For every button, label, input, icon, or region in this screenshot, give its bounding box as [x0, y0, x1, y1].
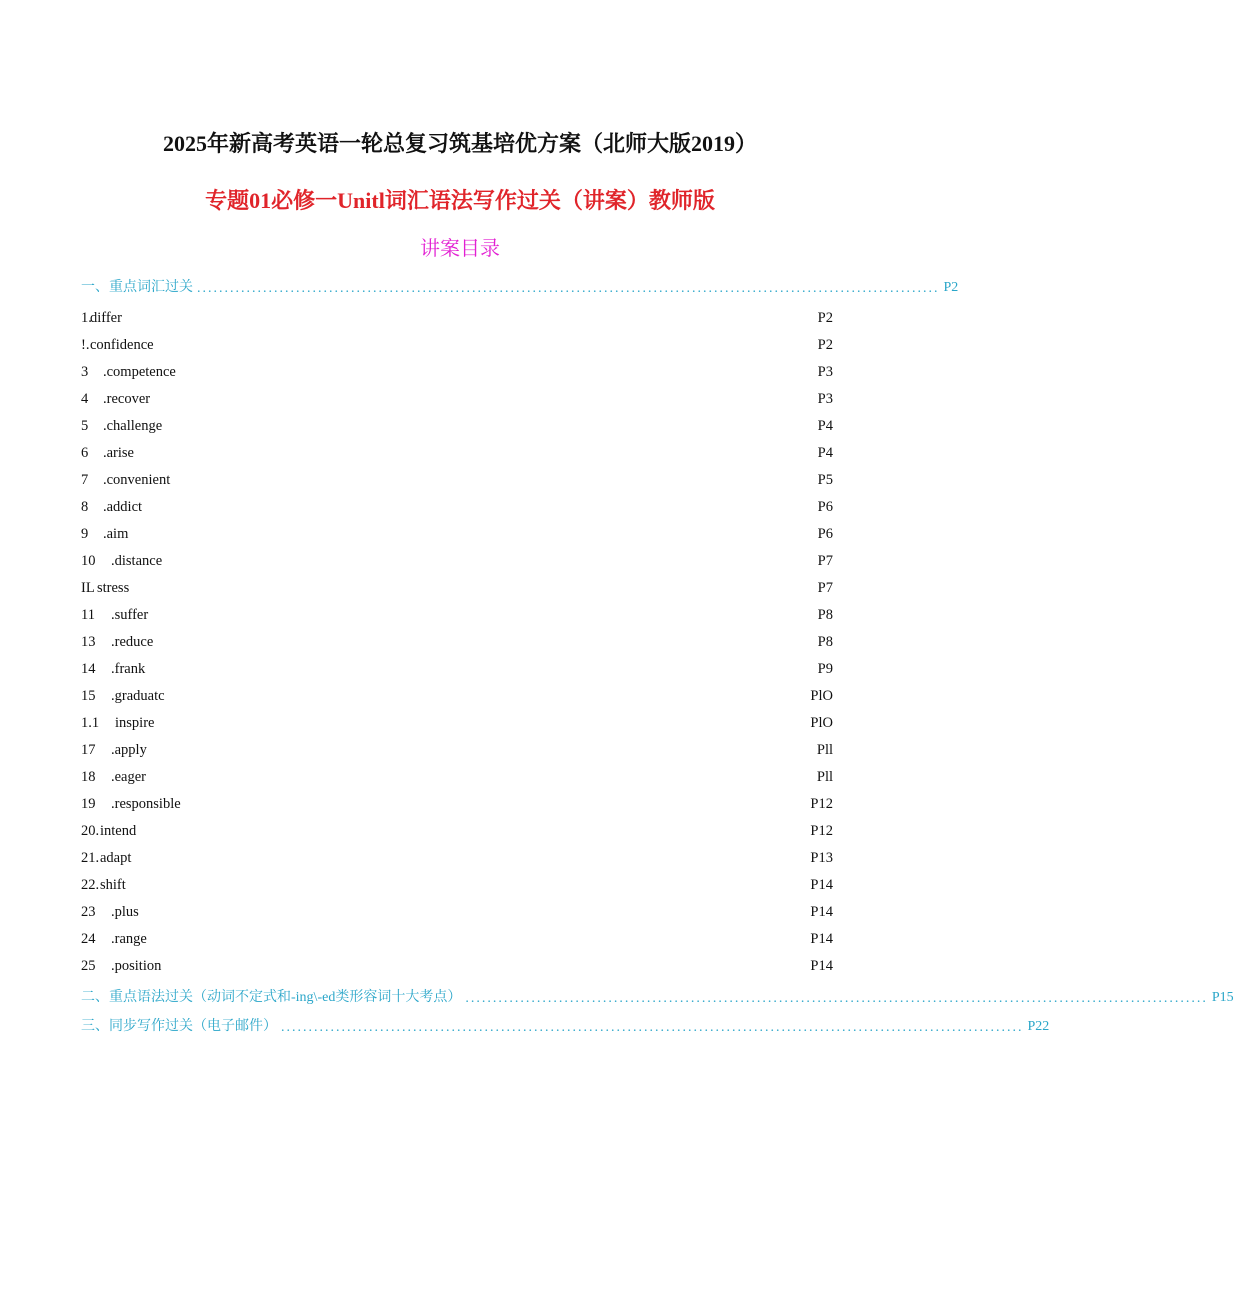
entry-word: stress	[97, 580, 130, 596]
document-subtitle: 专题01必修一Unitl词汇语法写作过关（讲案）教师版	[205, 188, 715, 213]
entry-word: .convenient	[103, 472, 171, 488]
entry-word: .frank	[111, 661, 146, 677]
section-label: 二、重点语法过关（动词不定式和-ing\-ed类形容词十大考点）	[81, 990, 462, 1005]
entry-page: P8	[817, 634, 833, 650]
entry-page: P14	[810, 931, 833, 947]
entry-word: .graduatc	[111, 688, 165, 704]
toc-entry[interactable]	[81, 580, 833, 600]
toc-entry[interactable]	[81, 337, 833, 357]
toc-entry[interactable]	[81, 391, 833, 411]
toc-entry[interactable]	[81, 877, 833, 897]
entry-number: !.	[81, 337, 90, 353]
entry-page: P12	[810, 823, 833, 839]
entry-word: intend	[100, 823, 137, 839]
entry-number: 11	[81, 607, 95, 623]
toc-heading: 讲案目录	[420, 236, 500, 260]
dot-leader: .......................................................................................................................................	[281, 1020, 1024, 1035]
entry-number: 3	[81, 364, 89, 380]
toc-entry[interactable]	[81, 796, 833, 816]
entry-number: 17	[81, 742, 96, 758]
dot-leader: .......................................................................................................................................	[197, 281, 940, 296]
entry-word: .arise	[103, 445, 134, 461]
entry-number: 5	[81, 418, 89, 434]
entry-word: shift	[100, 877, 126, 893]
entry-word: .position	[111, 958, 162, 974]
toc-entry[interactable]	[81, 904, 833, 924]
entry-page: P2	[817, 337, 833, 353]
entry-page: P4	[817, 418, 833, 434]
entry-page: P7	[817, 580, 833, 596]
entry-number: 22.	[81, 877, 100, 893]
entry-word: .recover	[103, 391, 151, 407]
entry-page: P9	[817, 661, 833, 677]
toc-entry[interactable]	[81, 607, 833, 627]
toc-entry[interactable]	[81, 958, 833, 978]
entry-number: 15	[81, 688, 96, 704]
entry-page: PlO	[810, 715, 833, 731]
entry-number: 1.1	[81, 715, 100, 731]
document-title: 2025年新高考英语一轮总复习筑基培优方案（北师大版2019）	[162, 131, 757, 156]
entry-number: 8	[81, 499, 89, 515]
entry-number: IL	[81, 580, 95, 596]
dot-leader: .......................................................................................................................................	[465, 991, 1208, 1006]
entry-page: P14	[810, 904, 833, 920]
entry-page: P6	[817, 499, 833, 515]
entry-page: P12	[810, 796, 833, 812]
toc-entry[interactable]	[81, 418, 833, 438]
entry-word: .suffer	[111, 607, 149, 623]
entry-page: P7	[817, 553, 833, 569]
toc-entry[interactable]	[81, 499, 833, 519]
entry-word: .eager	[111, 769, 147, 785]
entry-page: P3	[817, 364, 833, 380]
entry-page: P14	[810, 958, 833, 974]
entry-number: 6	[81, 445, 89, 461]
entry-word: .apply	[111, 742, 147, 758]
entry-page: Pll	[816, 742, 833, 758]
section-label: 三、同步写作过关（电子邮件）	[81, 1019, 277, 1034]
toc-entry[interactable]	[81, 742, 833, 762]
toc-entry[interactable]	[81, 445, 833, 465]
entry-number: 21.	[81, 850, 100, 866]
section-page: P22	[1027, 1019, 1050, 1034]
entry-number: 13	[81, 634, 96, 650]
entry-page: PlO	[810, 688, 833, 704]
entry-page: P2	[817, 310, 833, 326]
entry-number: 20.	[81, 823, 100, 839]
entry-word: .responsible	[111, 796, 181, 812]
entry-number: 24	[81, 931, 96, 947]
section-page: P2	[943, 280, 959, 295]
entry-word: inspire	[115, 715, 155, 731]
entry-number: 25	[81, 958, 96, 974]
entry-word: .reduce	[111, 634, 154, 650]
toc-entry[interactable]	[81, 931, 833, 951]
toc-entry[interactable]	[81, 661, 833, 681]
entry-page: P8	[817, 607, 833, 623]
entry-number: 4	[81, 391, 89, 407]
entry-word: adapt	[100, 850, 132, 866]
entry-number: 23	[81, 904, 96, 920]
entry-number: 1.	[81, 310, 92, 326]
entry-number: 7	[81, 472, 89, 488]
entry-word: .addict	[103, 499, 143, 515]
toc-section-vocabulary[interactable]	[81, 276, 959, 296]
toc-entry[interactable]	[81, 553, 833, 573]
entry-page: P13	[810, 850, 833, 866]
entry-number: 9	[81, 526, 89, 542]
entry-number: 19	[81, 796, 96, 812]
toc-entry[interactable]	[81, 823, 833, 843]
toc-entry[interactable]	[81, 769, 833, 789]
toc-entry[interactable]	[81, 526, 833, 546]
entry-number: 10	[81, 553, 96, 569]
toc-section-writing[interactable]	[81, 1015, 1050, 1035]
entry-word: .challenge	[103, 418, 163, 434]
toc-entry[interactable]	[81, 364, 833, 384]
entry-page: P5	[817, 472, 833, 488]
toc-entry[interactable]	[81, 688, 833, 708]
entry-page: P3	[817, 391, 833, 407]
toc-entry[interactable]	[81, 310, 833, 330]
entry-word: .competence	[103, 364, 176, 380]
entry-page: Pll	[816, 769, 833, 785]
toc-section-grammar[interactable]	[81, 986, 1234, 1006]
entry-word: confidence	[90, 337, 154, 353]
toc-entry[interactable]	[81, 634, 833, 654]
toc-entry[interactable]	[81, 850, 833, 870]
entry-page: P6	[817, 526, 833, 542]
entry-number: 18	[81, 769, 96, 785]
entry-word: .plus	[111, 904, 139, 920]
entry-word: differ	[90, 310, 122, 326]
entry-word: .range	[111, 931, 147, 947]
toc-entry[interactable]	[81, 472, 833, 492]
section-label: 一、重点词汇过关	[81, 280, 193, 295]
toc-entry[interactable]	[81, 715, 833, 735]
section-page: P15	[1211, 990, 1234, 1005]
entry-number: 14	[81, 661, 96, 677]
entry-page: P4	[817, 445, 833, 461]
entry-page: P14	[810, 877, 833, 893]
entry-word: .aim	[103, 526, 129, 542]
entry-word: .distance	[111, 553, 163, 569]
